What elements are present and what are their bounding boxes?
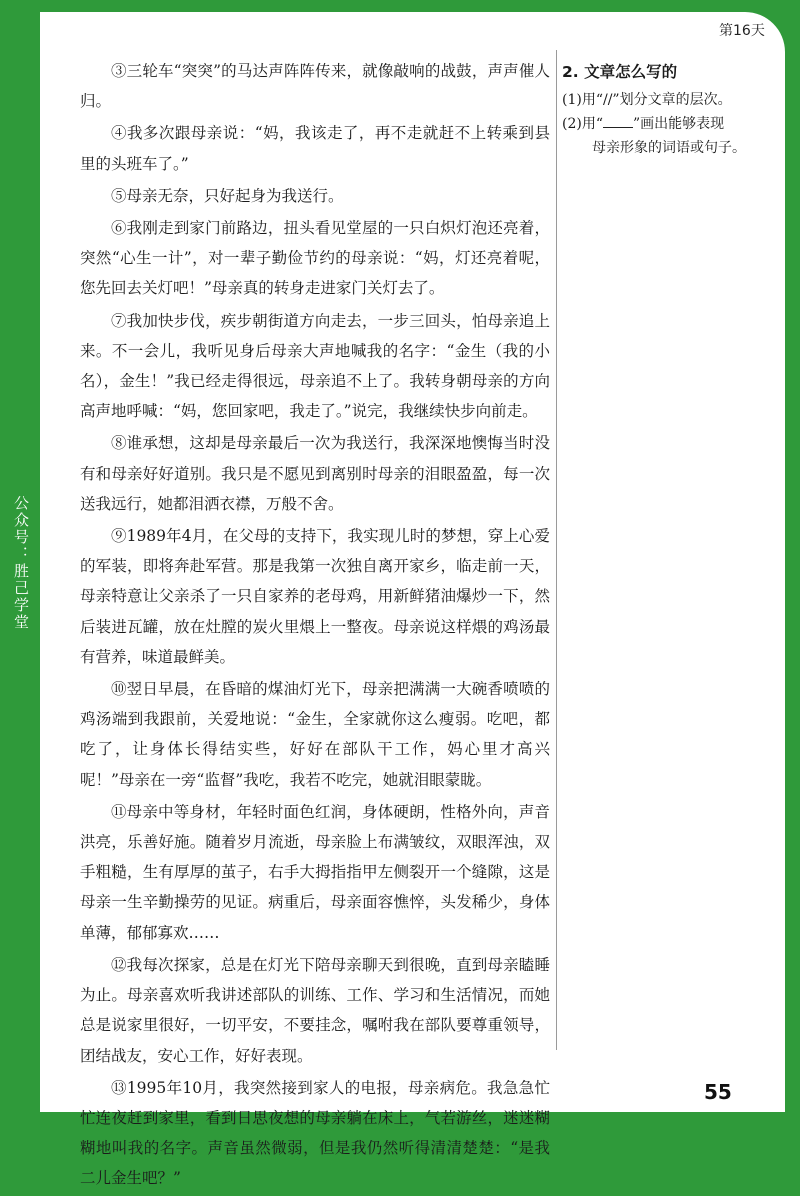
paragraph-13: ⑬1995年10月，我突然接到家人的电报，母亲病危。我急急忙忙连夜赶到家里，看到日思夜想的母亲躺在床上，气若游丝，迷迷糊糊地叫我的名字。声音虽然微弱，但是我仍然听得清清楚楚：“是我二儿金生吧？” bbox=[80, 1078, 550, 1188]
paragraph-8: ⑧谁承想，这却是母亲最后一次为我送行，我深深地懊悔当时没有和母亲好好道别。我只是不愿见到离别时母亲的泪眼盈盈，每一次送我远行，她都泪洒衣襟，万般不舍。 bbox=[80, 434, 550, 513]
exercise-item-2-continued: 母亲形象的词语或句子。 bbox=[592, 140, 746, 156]
article-body bbox=[80, 56, 550, 1196]
paragraph-3: ③三轮车“突突”的马达声阵阵传来，就像敲响的战鼓，声声催人归。 bbox=[80, 62, 550, 111]
paragraph-4: ④我多次跟母亲说：“妈，我该走了，再不走就赶不上转乘到县里的头班车了。” bbox=[80, 124, 550, 173]
paragraph-5: ⑤母亲无奈，只好起身为我送行。 bbox=[111, 186, 344, 205]
column-divider bbox=[556, 50, 557, 1050]
exercise-item-2-prefix: (2)用“ bbox=[562, 116, 603, 132]
paragraph-12: ⑫我每次探家，总是在灯光下陪母亲聊天到很晚，直到母亲瞌睡为止。母亲喜欢听我讲述部队的训练、工作、学习和生活情况，而她总是说家里很好，一切平安，不要挂念，嘱咐我在部队要尊重领导，团结战友，安心工作，好好表现。 bbox=[80, 955, 550, 1065]
paragraph-10: ⑩翌日早晨，在昏暗的煤油灯光下，母亲把满满一大碗香喷喷的鸡汤端到我跟前，关爱地说：“金生，全家就你这么瘦弱。吃吧，都吃了，让身体长得结实些，好好在部队干工作，妈心里才高兴呢！”母亲在一旁“监督”我吃，我若不吃完，她就泪眼蒙眬。 bbox=[80, 680, 550, 789]
exercise-item-2-suffix: ”画出能够表现 bbox=[633, 116, 725, 132]
paragraph-11: ⑪母亲中等身材，年轻时面色红润，身体硬朗，性格外向，声音洪亮，乐善好施。随着岁月流逝，母亲脸上布满皱纹，双眼浑浊，双手粗糙，生有厚厚的茧子，右手大拇指指甲左侧裂开一个缝隙，这是母亲一生辛勤操劳的见证。病重后，母亲面容憔悴，头发稀少，身体单薄，郁郁寡欢…… bbox=[80, 802, 550, 942]
paragraph-7: ⑦我加快步伐，疾步朝街道方向走去，一步三回头，怕母亲追上来。不一会儿，我听见身后母亲大声地喊我的名字：“金生（我的小名），金生！”我已经走得很远，母亲追不上了。我转身朝母亲的方向高声地呼喊：“妈，您回家吧，我走了。”说完，我继续快步向前走。 bbox=[80, 311, 550, 421]
paragraph-9: ⑨1989年4月，在父母的支持下，我实现儿时的梦想，穿上心爱的军装，即将奔赴军营。那是我第一次独自离开家乡，临走前一天，母亲特意让父亲杀了一只自家养的老母鸡，用新鲜猪油爆炒一下，然后装进瓦罐，放在灶膛的炭火里煨上一整夜。母亲说这样煨的鸡汤最有营养，味道最鲜美。 bbox=[80, 527, 550, 666]
side-watermark-label: 公众号：胜己学堂 bbox=[12, 495, 30, 631]
paragraph-6: ⑥我刚走到家门前路边，扭头看见堂屋的一只白炽灯泡还亮着，突然“心生一计”，对一辈子勤俭节约的母亲说：“妈，灯还亮着呢，您先回去关灯吧！”母亲真的转身走进家门关灯去了。 bbox=[80, 219, 550, 298]
underline-blank bbox=[603, 115, 633, 128]
exercise-item-2 bbox=[562, 112, 772, 160]
exercise-title: 2. 文章怎么写的 bbox=[562, 63, 678, 81]
exercise-item-1: (1)用“//”划分文章的层次。 bbox=[562, 92, 732, 108]
page-number: 55 bbox=[704, 1080, 732, 1104]
exercise-sidebar bbox=[562, 60, 772, 160]
day-label: 第16天 bbox=[719, 23, 765, 39]
